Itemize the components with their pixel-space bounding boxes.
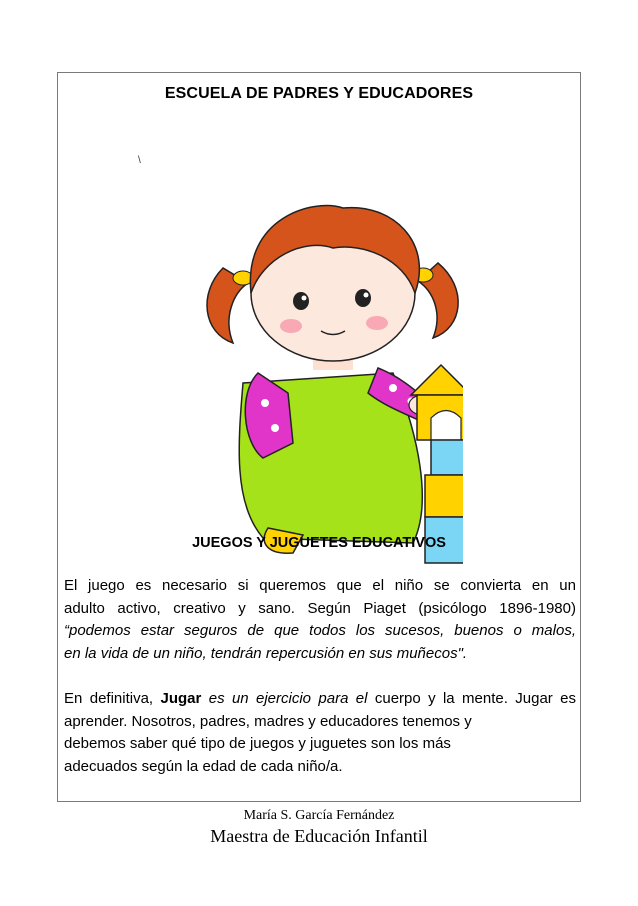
paragraph-line: debemos saber qué tipo de juegos y juguetes son los más [64, 735, 451, 753]
section-title: JUEGOS Y JUGUETES EDUCATIVOS [192, 535, 446, 551]
paragraph-intro [64, 575, 576, 666]
paragraph-conclusion [64, 688, 576, 779]
bold-word: Jugar [160, 690, 202, 707]
stray-mark: \ [138, 155, 141, 166]
quote-line: “podemos estar seguros de que todos los sucesos, buenos o malos, [64, 622, 576, 640]
quote-line: en la vida de un niño, tendrán repercusión en sus muñecos". [64, 645, 468, 663]
paragraph-line [64, 688, 576, 711]
italic-run: es un ejercicio para el [201, 690, 368, 707]
paragraph-line: aprender. Nosotros, padres, madres y educadores tenemos y [64, 712, 472, 730]
girl-with-blocks-illustration [203, 143, 463, 573]
paragraph-line: adecuados según la edad de cada niño/a. [64, 758, 343, 776]
text-run: En definitiva, [64, 690, 161, 707]
author-name: María S. García Fernández [243, 808, 395, 823]
text-run: cuerpo y la mente. Jugar es [367, 690, 577, 707]
paragraph-line: adulto activo, creativo y sano. Según Piaget (psicólogo 1896-1980) [64, 599, 576, 617]
page-title: ESCUELA DE PADRES Y EDUCADORES [164, 85, 474, 102]
author-role: Maestra de Educación Infantil [210, 826, 428, 846]
content-frame [57, 72, 581, 802]
paragraph-line: El juego es necesario si queremos que el niño se convierta en un [64, 577, 576, 594]
